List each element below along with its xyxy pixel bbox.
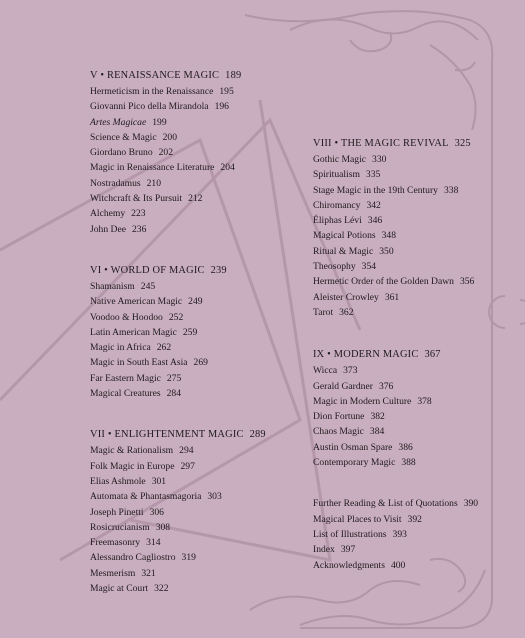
toc-entry[interactable]: Éliphas Lévi 346: [313, 215, 383, 227]
chapter-vii: [90, 427, 310, 596]
toc-entry[interactable]: Giordano Bruno 202: [90, 147, 174, 159]
toc-entry[interactable]: Magic & Rationalism 294: [90, 445, 194, 457]
toc-entry[interactable]: Folk Magic in Europe 297: [90, 460, 195, 472]
toc-entry[interactable]: Tarot 362: [313, 306, 354, 318]
toc-entry[interactable]: Joseph Pinetti 306: [90, 506, 164, 518]
toc-entry[interactable]: Science & Magic 200: [90, 131, 177, 143]
toc-entry[interactable]: Chiromancy 342: [313, 199, 381, 211]
chapter-heading[interactable]: VI • WORLD OF MAGIC 239: [90, 264, 227, 276]
toc-entry[interactable]: Ritual & Magic 350: [313, 245, 394, 257]
toc-entry[interactable]: Elias Ashmole 301: [90, 475, 167, 487]
contents-column-left: [90, 68, 310, 596]
toc-entry[interactable]: Giovanni Pico della Mirandola 196: [90, 101, 229, 113]
toc-entry[interactable]: Spiritualism 335: [313, 169, 381, 181]
toc-entry[interactable]: Magic in Renaissance Literature 204: [90, 162, 235, 174]
toc-entry[interactable]: Artes Magicae 199: [90, 116, 167, 128]
chapter-heading[interactable]: V • RENAISSANCE MAGIC 189: [90, 70, 242, 81]
chapter-heading[interactable]: VIII • THE MAGIC REVIVAL 325: [313, 138, 471, 149]
toc-entry[interactable]: Witchcraft & Its Pursuit 212: [90, 193, 203, 205]
toc-entry[interactable]: List of Illustrations 393: [313, 528, 407, 540]
toc-entry[interactable]: Stage Magic in the 19th Century 338: [313, 184, 459, 196]
toc-entry[interactable]: Magic in Modern Culture 378: [313, 395, 432, 407]
toc-entry[interactable]: Alessandro Cagliostro 319: [90, 552, 196, 564]
toc-entry[interactable]: Dion Fortune 382: [313, 411, 385, 423]
chapter-ix: [313, 347, 513, 470]
toc-entry[interactable]: Rosicrucianism 308: [90, 521, 171, 533]
toc-entry[interactable]: Chaos Magic 384: [313, 426, 385, 438]
toc-entry[interactable]: Freemasonry 314: [90, 537, 161, 549]
toc-entry[interactable]: Hermetic Order of the Golden Dawn 356: [313, 276, 475, 288]
toc-entry[interactable]: Magical Creatures 284: [90, 388, 181, 400]
toc-entry[interactable]: Further Reading & List of Quotations 390: [313, 498, 479, 510]
chapter-vi: [90, 263, 310, 401]
toc-entry[interactable]: Acknowledgments 400: [313, 559, 406, 571]
back-matter: [313, 496, 513, 572]
chapter-viii: [313, 136, 513, 320]
contents-column-right: [313, 136, 513, 573]
toc-entry[interactable]: Magical Potions 348: [313, 230, 397, 242]
toc-entry[interactable]: Alchemy 223: [90, 208, 146, 220]
chapter-heading[interactable]: VII • ENLIGHTENMENT MAGIC 289: [90, 429, 266, 441]
toc-entry[interactable]: Wicca 373: [313, 365, 358, 377]
chapter-v: [90, 68, 310, 237]
chapter-heading[interactable]: IX • MODERN MAGIC 367: [313, 349, 441, 361]
toc-entry[interactable]: Nostradamus 210: [90, 177, 162, 189]
toc-entry[interactable]: Hermeticism in the Renaissance 195: [90, 86, 234, 97]
toc-entry[interactable]: Index 397: [313, 544, 356, 556]
toc-entry[interactable]: Gerald Gardner 376: [313, 380, 394, 392]
toc-entry[interactable]: Magic in Africa 262: [90, 342, 172, 354]
toc-entry[interactable]: Mesmerism 321: [90, 567, 156, 579]
toc-entry[interactable]: Magic at Court 322: [90, 583, 169, 595]
toc-entry[interactable]: Latin American Magic 259: [90, 326, 198, 338]
toc-entry[interactable]: John Dee 236: [90, 223, 147, 235]
toc-entry[interactable]: Shamanism 245: [90, 280, 156, 292]
toc-entry[interactable]: Native American Magic 249: [90, 296, 203, 308]
toc-entry[interactable]: Gothic Magic 330: [313, 154, 387, 165]
toc-entry[interactable]: Magical Places to Visit 392: [313, 513, 422, 525]
toc-entry[interactable]: Far Eastern Magic 275: [90, 372, 182, 384]
toc-entry[interactable]: Voodoo & Hoodoo 252: [90, 311, 184, 323]
toc-entry[interactable]: Automata & Phantasmagoria 303: [90, 491, 222, 503]
toc-entry[interactable]: Austin Osman Spare 386: [313, 441, 413, 453]
toc-entry[interactable]: Magic in South East Asia 269: [90, 357, 208, 369]
toc-entry[interactable]: Contemporary Magic 388: [313, 457, 416, 469]
toc-entry[interactable]: Aleister Crowley 361: [313, 291, 400, 303]
toc-entry[interactable]: Theosophy 354: [313, 261, 377, 273]
